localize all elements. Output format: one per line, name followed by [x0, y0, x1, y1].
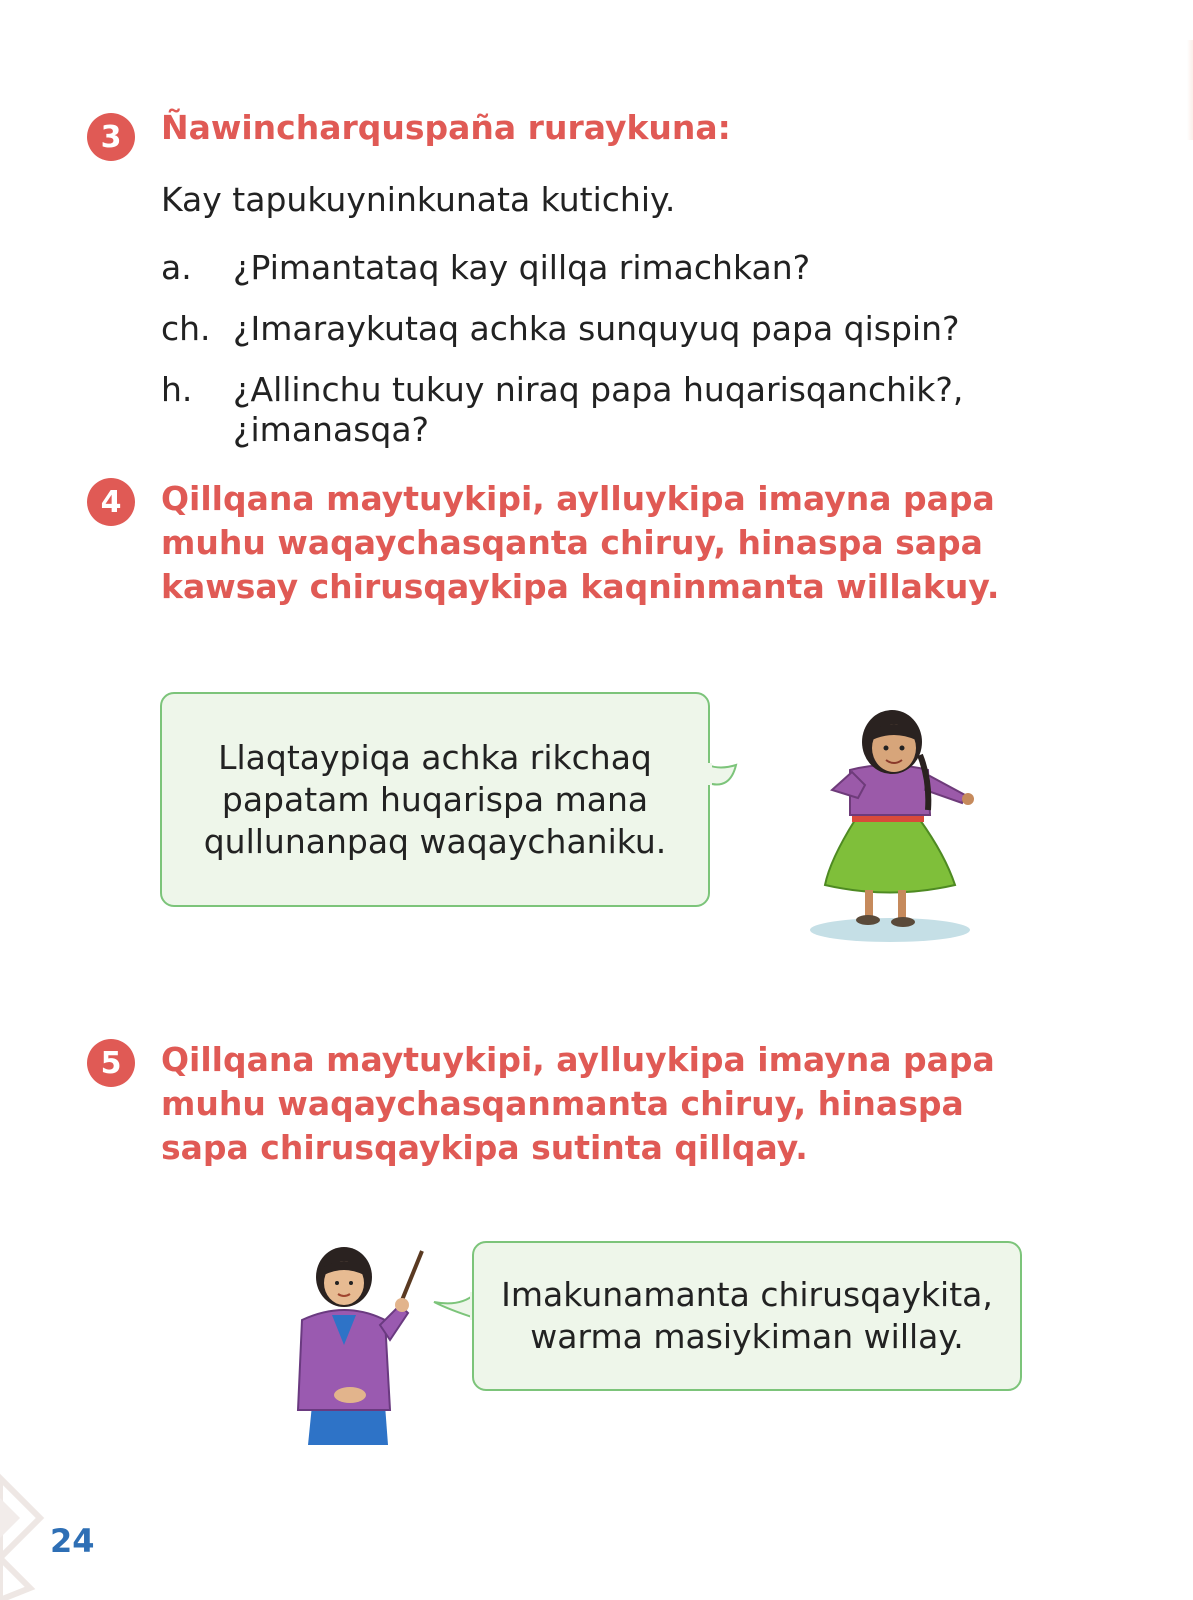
question-letter: h.	[161, 370, 193, 409]
question-letter: ch.	[161, 309, 211, 348]
section-4-title: Qillqana maytuykipi, aylluykipa imayna papa muhu waqaychasqanta chiruy, hinaspa sapa kawsay chirusqaykipa kaqninmanta willakuy.	[161, 479, 1000, 606]
section-4-number: 4	[87, 478, 135, 526]
question-text: ¿Pimantataq kay qillqa rimachkan?	[233, 248, 811, 287]
page-number: 24	[50, 1522, 95, 1560]
speech-bubble-tail	[690, 745, 750, 795]
teacher-illustration	[280, 1245, 440, 1455]
question-letter: a.	[161, 248, 192, 287]
section-5-title: Qillqana maytuykipi, aylluykipa imayna papa muhu waqaychasqanmanta chiruy, hinaspa sapa chirusqaykipa sutinta qillqay.	[161, 1040, 995, 1167]
speech-bubble-girl	[160, 692, 710, 907]
question-text: ¿Allinchu tukuy niraq papa huqarisqanchik?, ¿imanasqa?	[233, 370, 964, 449]
question-a	[161, 248, 1101, 288]
speech-bubble-teacher	[472, 1241, 1022, 1391]
girl-illustration	[770, 700, 1010, 960]
page-edge-shade	[1187, 40, 1193, 140]
section-3-instruction: Kay tapukuyninkunata kutichiy.	[161, 180, 676, 219]
question-text: ¿Imaraykutaq achka sunquyuq papa qispin?	[233, 309, 960, 348]
bubble-text: Llaqtaypiqa achka rikchaq papatam huqarispa mana qullunanpaq waqaychaniku.	[203, 737, 667, 861]
section-3-number: 3	[87, 113, 135, 161]
question-h	[161, 370, 1041, 450]
section-5-number: 5	[87, 1039, 135, 1087]
question-ch	[161, 309, 1101, 349]
section-3-title: Ñawincharquspaña ruraykuna:	[161, 108, 731, 147]
bubble-text: Imakunamanta chirusqaykita, warma masiykiman willay.	[501, 1275, 993, 1356]
